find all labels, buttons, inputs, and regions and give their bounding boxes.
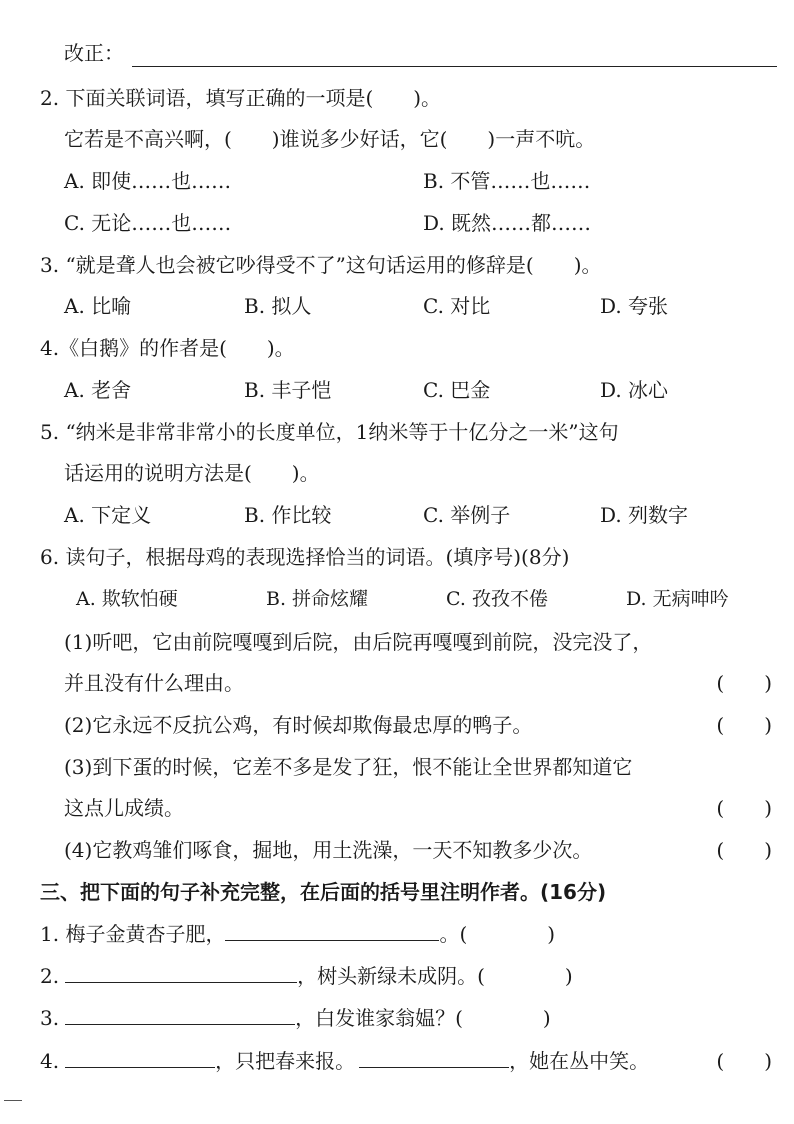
q6-choice-d: D. 无病呻吟 [626,588,729,610]
q2-option-b[interactable]: B. 不管……也…… [423,169,591,193]
q2-option-a[interactable]: A. 即使……也…… [64,169,232,193]
s3-line3-start: 3. [40,1006,60,1030]
q6-item3-line1: (3)到下蛋的时候，它差不多是发了狂，恨不能让全世界都知道它 [64,755,633,779]
q6-item4-answer[interactable]: ( ) [716,838,772,862]
s3-line2-start: 2. [40,964,60,988]
q5-option-b[interactable]: B. 作比较 [244,503,332,527]
s3-line3-blank[interactable] [65,1004,295,1025]
q5-option-c[interactable]: C. 举例子 [423,503,511,527]
q5-option-a[interactable]: A. 下定义 [64,503,152,527]
s3-line2-end: ，树头新绿未成阴。( ) [297,964,573,988]
q5-stem-line2: 话运用的说明方法是( )。 [64,461,320,485]
q6-item2: (2)它永远不反抗公鸡，有时候却欺侮最忠厚的鸭子。 [64,713,533,737]
corner-mark [4,1100,22,1101]
q3-option-b[interactable]: B. 拟人 [244,294,312,318]
s3-line4-mid: ，只把春来报。 [215,1049,356,1073]
q6-item2-answer[interactable]: ( ) [716,713,772,737]
s3-line4-end: ，她在丛中笑。 [509,1049,650,1073]
q3-option-a[interactable]: A. 比喻 [64,294,132,318]
s3-line4 [40,1046,649,1076]
q4-option-d[interactable]: D. 冰心 [600,378,669,402]
q2-option-d[interactable]: D. 既然……都…… [423,211,592,235]
s3-line3 [40,1003,551,1033]
q2-stem: 2. 下面关联词语，填写正确的一项是( )。 [40,86,442,110]
q4-stem: 4.《白鹅》的作者是( )。 [40,336,295,360]
q6-item3-line2: 这点儿成绩。 [64,796,184,820]
s3-line1 [40,919,555,949]
s3-line1-end: 。( ) [439,922,556,946]
q6-stem: 6. 读句子，根据母鸡的表现选择恰当的词语。(填序号)(8分) [40,545,570,569]
s3-line4-blank2[interactable] [359,1047,509,1068]
q6-choice-b: B. 拼命炫耀 [266,588,369,610]
s3-line4-blank1[interactable] [65,1047,215,1068]
s3-line1-blank[interactable] [225,920,439,941]
q6-item1-answer[interactable]: ( ) [716,671,772,695]
q4-option-b[interactable]: B. 丰子恺 [244,378,332,402]
s3-line2 [40,961,573,991]
q6-item1-line1: (1)听吧，它由前院嘎嘎到后院，由后院再嘎嘎到前院，没完没了， [64,630,653,654]
correction-blank[interactable] [132,66,777,67]
s3-line2-blank[interactable] [65,962,297,983]
section3-heading: 三、把下面的句子补充完整，在后面的括号里注明作者。(16分) [40,880,607,904]
q3-option-d[interactable]: D. 夸张 [600,294,669,318]
q6-item1-line2: 并且没有什么理由。 [64,671,244,695]
q3-stem: 3. “就是聋人也会被它吵得受不了”这句话运用的修辞是( )。 [40,253,602,277]
s3-line3-end: ，白发谁家翁媪？( ) [295,1006,551,1030]
correction-line [64,38,124,68]
q4-option-c[interactable]: C. 巴金 [423,378,491,402]
q6-item4: (4)它教鸡雏们啄食，掘地，用土洗澡，一天不知教多少次。 [64,838,593,862]
q6-item3-answer[interactable]: ( ) [716,796,772,820]
q2-option-c[interactable]: C. 无论……也…… [64,211,232,235]
q5-stem-line1: 5. “纳米是非常非常小的长度单位，1纳米等于十亿分之一米”这句 [40,420,619,444]
q3-option-c[interactable]: C. 对比 [423,294,491,318]
q4-option-a[interactable]: A. 老舍 [64,378,132,402]
q6-choice-a: A. 欺软怕硬 [76,588,178,610]
correction-label: 改正： [64,41,124,65]
s3-line4-answer[interactable]: ( ) [716,1049,772,1073]
q2-sentence: 它若是不高兴啊，( )谁说多少好话，它( )一声不吭。 [64,127,596,151]
q6-choice-c: C. 孜孜不倦 [446,588,548,610]
q5-option-d[interactable]: D. 列数字 [600,503,689,527]
s3-line1-start: 1. 梅子金黄杏子肥， [40,922,226,946]
s3-line4-start: 4. [40,1049,60,1073]
